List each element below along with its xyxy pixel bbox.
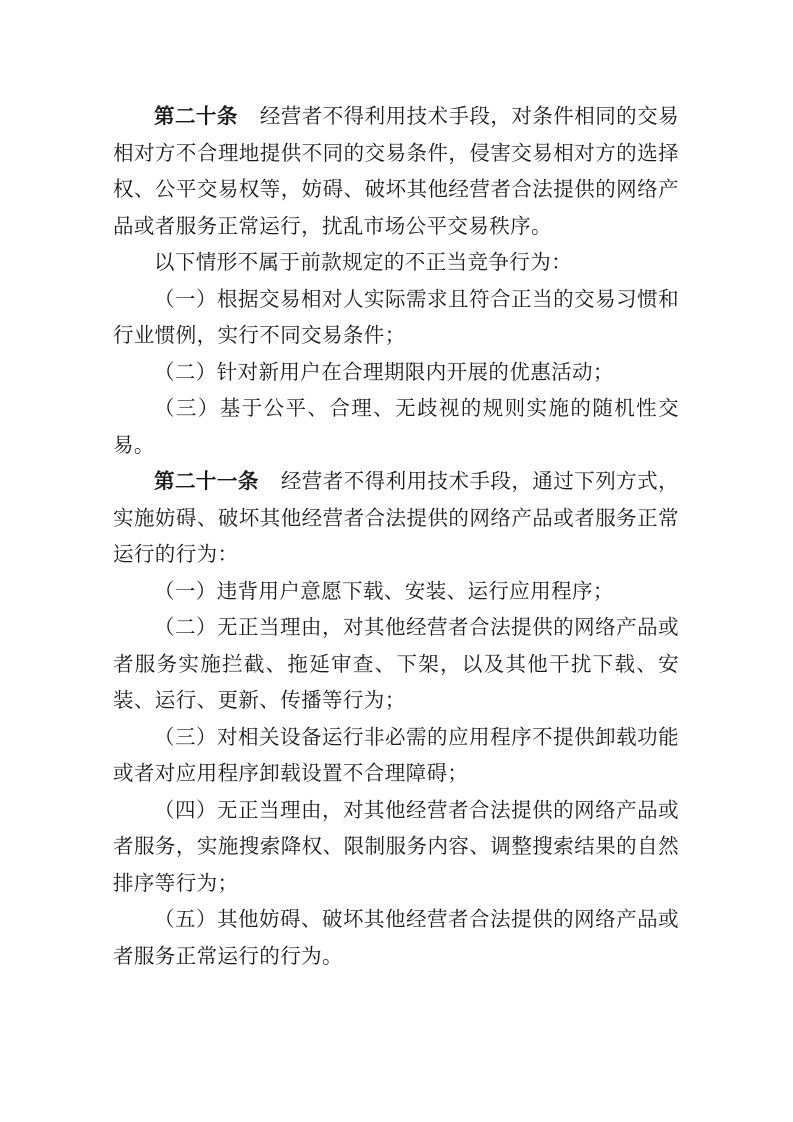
article-20-heading: 第二十条 — [154, 104, 238, 128]
article-21-paragraph — [113, 463, 679, 573]
article-20-item-2: （二）针对新用户在合理期限内开展的优惠活动； — [154, 359, 614, 384]
document-body — [113, 98, 679, 974]
article-21-heading: 第二十一条 — [154, 469, 259, 493]
article-21-item-1: （一）违背用户意愿下载、安装、运行应用程序； — [154, 578, 614, 603]
article-20-exceptions-intro: 以下情形不属于前款规定的不正当竞争行为： — [154, 250, 572, 274]
article-21-item-4: （四）无正当理由，对其他经营者合法提供的网络产品或者服务，实施搜索降权、限制服务内容、调整搜索结果的自然排序等行为； — [113, 797, 679, 895]
article-20-item-3: （三）基于公平、合理、无歧视的规则实施的随机性交易。 — [113, 396, 679, 457]
article-21-item-3: （三）对相关设备运行非必需的应用程序不提供卸载功能或者对应用程序卸载设置不合理障碍； — [113, 724, 679, 785]
article-20-paragraph — [113, 98, 679, 244]
article-20-text: 经营者不得利用技术手段，对条件相同的交易相对方不合理地提供不同的交易条件，侵害交易相对方的选择权、公平交易权等，妨碍、破坏其他经营者合法提供的网络产品或者服务正常运行，扰乱市场公平交易秩序。 — [113, 104, 679, 238]
article-20-item-1: （一）根据交易相对人实际需求且符合正当的交易习惯和行业惯例，实行不同交易条件； — [113, 286, 679, 347]
article-21-item-5: （五）其他妨碍、破坏其他经营者合法提供的网络产品或者服务正常运行的行为。 — [113, 907, 679, 968]
article-21-text: 经营者不得利用技术手段，通过下列方式，实施妨碍、破坏其他经营者合法提供的网络产品或者服务正常运行的行为： — [113, 469, 679, 566]
article-21-item-2: （二）无正当理由，对其他经营者合法提供的网络产品或者服务实施拦截、拖延审查、下架，以及其他干扰下载、安装、运行、更新、传播等行为； — [113, 615, 679, 712]
